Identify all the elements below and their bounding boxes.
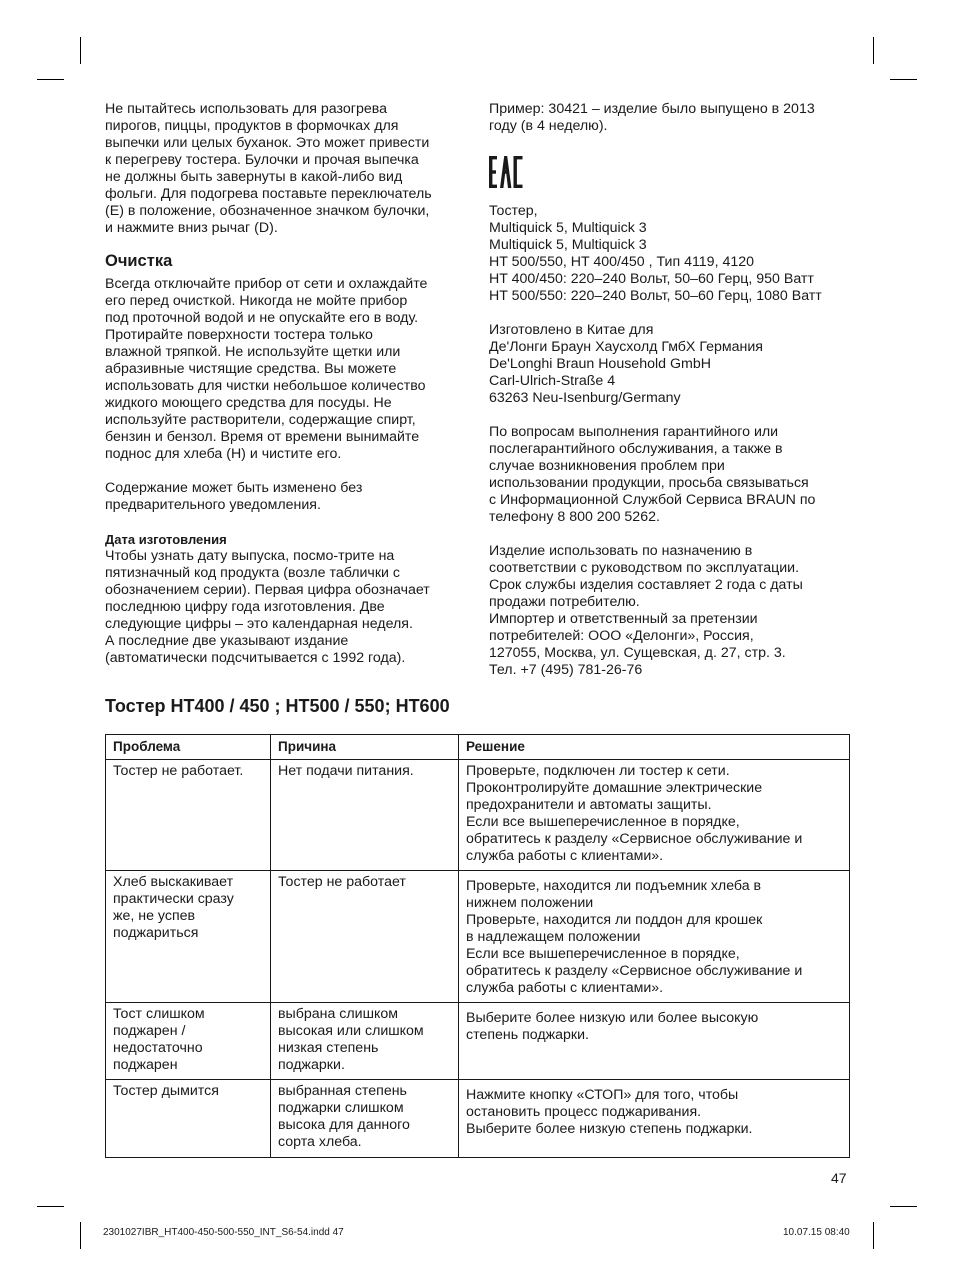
footer-date-time: 10.07.15 08:40: [783, 1227, 850, 1238]
cleaning-paragraph: Всегда отключайте прибор от сети и охлаждайте его перед очисткой. Никогда не мойте прибор под проточной водой и не опускайте его в воду. Протирайте поверхности тостера только влажной тряпкой. Не используйте щетки или абразивные чистящие средства. Вы можете использовать для чистки небольшое количество жидкого моющего средства для посуды. Не используйте растворители, содержащие спирт, бензин и бензол. Время от времени вынимайте поднос для хлеба (H) и чистите его.: [105, 276, 428, 462]
solution-cell: Нажмите кнопку «СТОП» для того, чтобы остановить процесс поджаривания. Выберите более низкую степень поджарки.: [459, 1080, 850, 1158]
crop-mark: [80, 37, 81, 64]
date-heading: Дата изготовления: [105, 532, 227, 547]
page-number: 47: [831, 1170, 847, 1186]
product-paragraph: Тостер, Multiquick 5, Multiquick 3 Multiquick 5, Multiquick 3 HT 500/550, HT 400/450 , Тип 4119, 4120 HT 400/450: 220–240 Вольт, 50–60 Герц, 950 Ватт HT 500/550: 220–240 Вольт, 50–60 Герц, 1080 Ватт: [489, 203, 822, 304]
crop-mark: [37, 79, 64, 80]
table-header-row: [106, 735, 850, 760]
crop-mark: [873, 1222, 874, 1249]
cause-cell: выбранная степень поджарки слишком высока для данного сорта хлеба.: [271, 1080, 459, 1158]
table-row: [106, 760, 850, 871]
troubleshooting-table: [105, 734, 850, 1158]
column-header-solution: Решение: [459, 735, 850, 760]
solution-cell: Выберите более низкую или более высокую степень поджарки.: [459, 1003, 850, 1080]
column-header-cause: Причина: [271, 735, 459, 760]
solution-cell: Проверьте, находится ли подъемник хлеба в нижнем положении Проверьте, находится ли поддон для крошек в надлежащем положении Если все вышеперечисленное в порядке, обратитесь к разделу «Сервисное обслуживание и служба работы с клиентами».: [459, 871, 850, 1003]
problem-cell: Тост слишком поджарен / недостаточно поджарен: [106, 1003, 271, 1080]
left-column: [105, 101, 470, 667]
example-paragraph: Пример: 30421 – изделие было выпущено в 2013 году (в 4 неделю).: [489, 101, 815, 134]
table-row: [106, 871, 850, 1003]
solution-cell: Проверьте, подключен ли тостер к сети. Проконтролируйте домашние электрические предохранители и автоматы защиты. Если все вышеперечисленное в порядке, обратитесь к разделу «Сервисное обслуживание и служба работы с клиентами».: [459, 760, 850, 871]
right-column: [489, 101, 859, 679]
footer-file-info: 2301027IBR_HT400-450-500-550_INT_S6-54.indd 47: [103, 1227, 344, 1238]
usage-paragraph: Изделие использовать по назначению в соответствии с руководством по эксплуатации. Срок службы изделия составляет 2 года с даты продажи потребителю. Импортер и ответственный за претензии потребителей: ООО «Делонги», Россия, 127055, Москва, ул. Сущевская, д. 27, стр. 3. Тел. +7 (495) 781-26-76: [489, 543, 803, 678]
crop-mark: [890, 79, 917, 80]
problem-cell: Тостер не работает.: [106, 760, 271, 871]
cause-cell: Нет подачи питания.: [271, 760, 459, 871]
notice-paragraph: Содержание может быть изменено без предварительного уведомления.: [105, 480, 363, 513]
manufacturer-paragraph: Изготовлено в Китае для Де'Лонги Браун Хаусхолд ГмбХ Германия De'Longhi Braun Household GmbH Carl-Ulrich-Straße 4 63263 Neu-Isenburg/Germany: [489, 322, 763, 406]
cause-cell: выбрана слишком высокая или слишком низкая степень поджарки.: [271, 1003, 459, 1080]
crop-mark: [37, 1206, 64, 1207]
crop-mark: [890, 1206, 917, 1207]
table-row: [106, 1003, 850, 1080]
table-row: [106, 1080, 850, 1158]
problem-cell: Тостер дымится: [106, 1080, 271, 1158]
crop-mark: [873, 37, 874, 64]
cleaning-heading: Очистка: [105, 252, 173, 270]
date-paragraph: Чтобы узнать дату выпуска, посмо-трите на пятизначный код продукта (возле таблички с обозначением серии). Первая цифра обозначает последнюю цифру года изготовления. Две следующие цифры – это календарная неделя. А последние две указывают издание (автоматически подсчитывается с 1992 года).: [105, 548, 430, 666]
cause-cell: Тостер не работает: [271, 871, 459, 1003]
service-paragraph: По вопросам выполнения гарантийного или послегарантийного обслуживания, а также в случае возникновения проблем при использовании продукции, просьба связываться с Информационной Службой Сервиса BRAUN по телефону 8 800 200 5262.: [489, 424, 816, 525]
intro-paragraph: Не пытайтесь использовать для разогрева пирогов, пиццы, продуктов в формочках для выпечки или целых буханок. Это может привести к перегреву тостера. Булочки и прочая выпечка не должны быть завернуты в какой-либо вид фольги. Для подогрева поставьте переключатель (E) в положение, обозначенное значком булочки, и нажмите вниз рычаг (D).: [105, 101, 432, 236]
crop-mark: [80, 1222, 81, 1249]
problem-cell: Хлеб выскакивает практически сразу же, не успев поджариться: [106, 871, 271, 1003]
table-title: Тостер HT400 / 450 ; HT500 / 550; HT600: [105, 696, 450, 716]
column-header-problem: Проблема: [106, 735, 271, 760]
eac-mark-icon: [489, 155, 523, 189]
